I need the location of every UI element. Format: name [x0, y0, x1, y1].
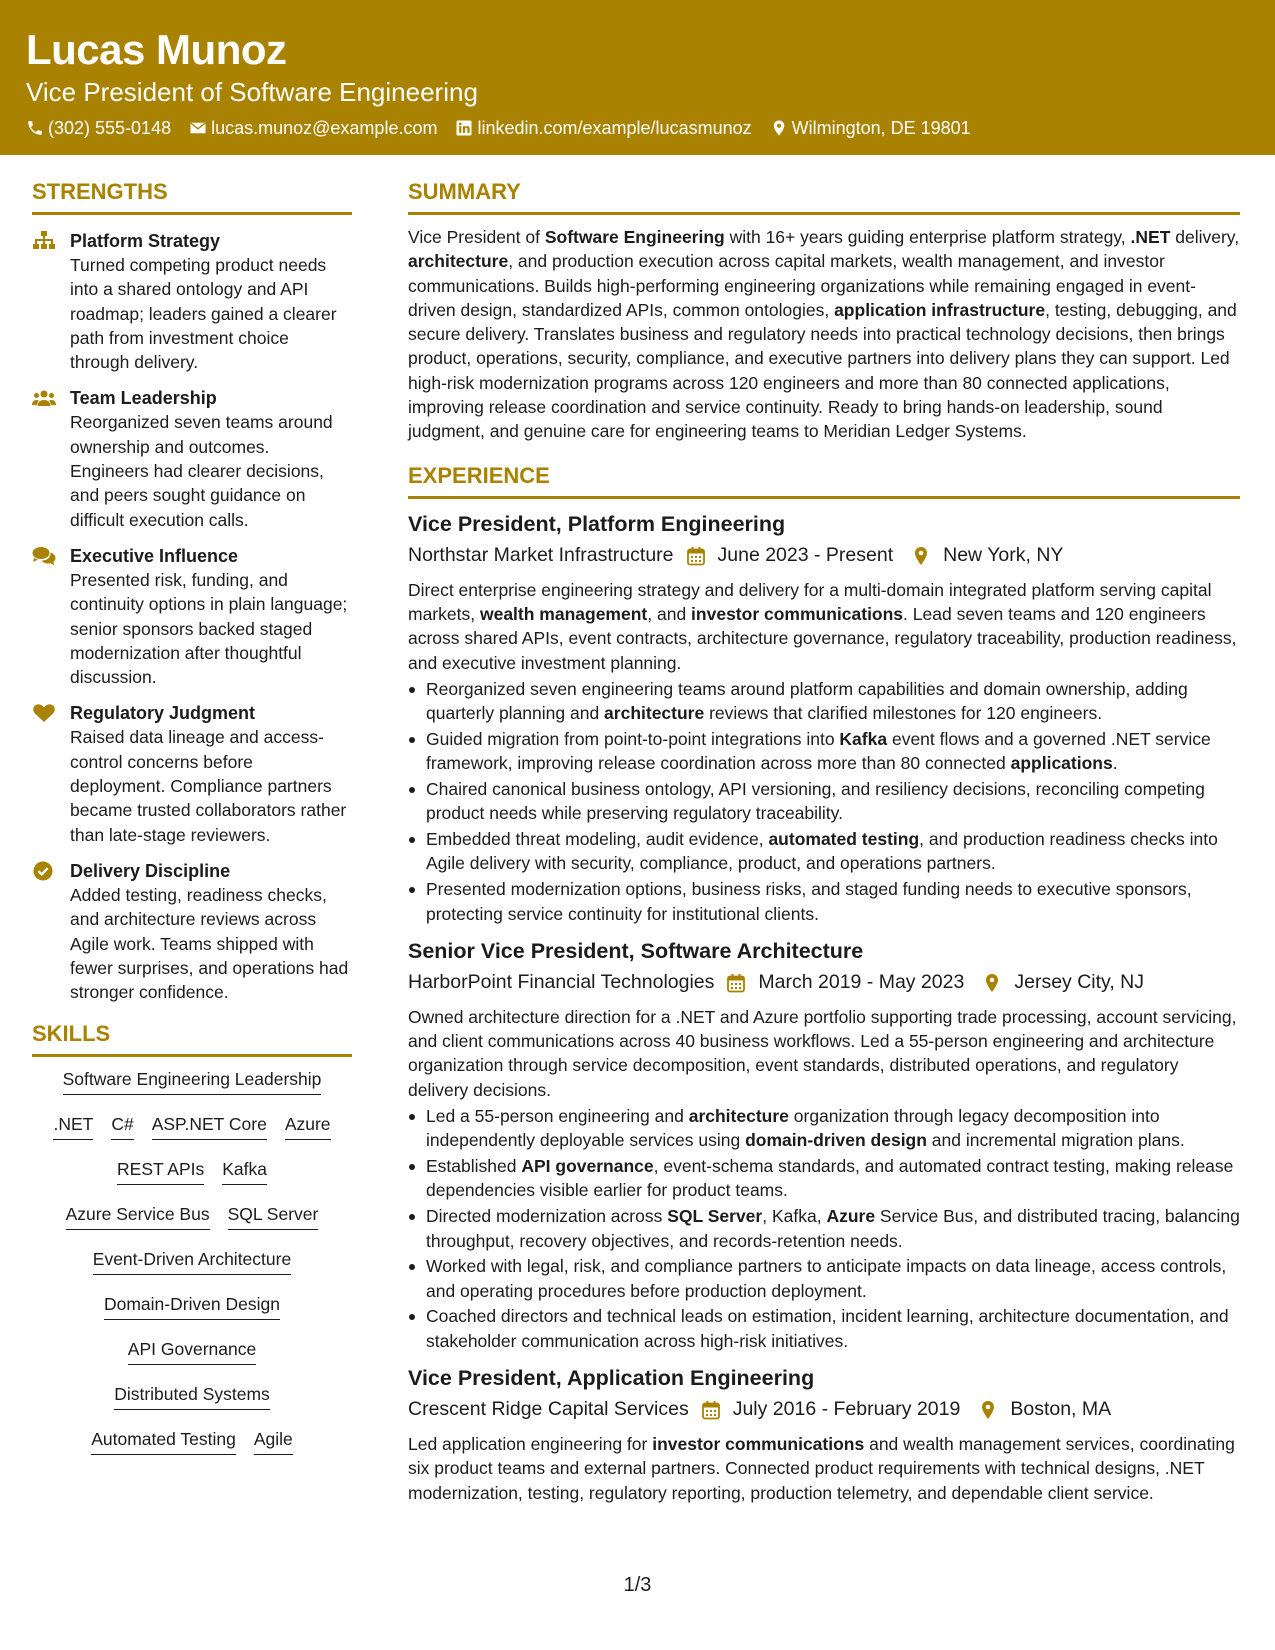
strengths-heading: STRENGTHS [32, 178, 352, 215]
contact-phone[interactable] [26, 116, 171, 140]
skill-row [32, 1112, 352, 1157]
job-description-text: Owned architecture direction for a .NET and Azure portfolio supporting trade processing, account servicing, and client communications across 40 business workflows. Led a 55-person engineering and architecture organization through service decomposition, event standards, distributed operations, and regulatory delivery decisions. [408, 1006, 1237, 1100]
calendar-icon [686, 545, 706, 565]
summary-bold-text: Software Engineering [544, 227, 725, 247]
job-company: Northstar Market Infrastructure [408, 543, 674, 566]
resume-header [0, 0, 1275, 155]
left-column [32, 178, 352, 1472]
list-item [408, 877, 1240, 926]
contact-linkedin[interactable] [455, 116, 751, 140]
skill-tag: .NET [53, 1112, 93, 1140]
job-dates: July 2016 - February 2019 [732, 1397, 961, 1420]
skill-row [32, 1067, 352, 1112]
job-dates: June 2023 - Present [717, 543, 894, 566]
job-entry [408, 1363, 1240, 1505]
experience-list [408, 509, 1240, 1505]
job-description-text: Led application engineering for [408, 1433, 653, 1454]
bullet-text: organization through legacy decomposition into independently deployable services using [426, 1106, 1160, 1151]
skill-tag: Automated Testing [91, 1427, 236, 1455]
bullet-text: Worked with legal, risk, and compliance partners to anticipate impacts on data lineage, access controls, and operating procedures before production deployment. [426, 1256, 1227, 1301]
job-description [408, 1432, 1240, 1505]
job-bullets [408, 677, 1240, 926]
job-dates: March 2019 - May 2023 [758, 970, 965, 993]
strength-text: Presented risk, funding, and continuity options in plain language; senior sponsors backed staged modernization after thoughtful discussion. [70, 569, 348, 688]
contact-bar [26, 116, 989, 140]
summary-text: , and production execution across capital markets, wealth management, and investor communications. Builds high-performing engineering organizations while remaining engaged in event-driven design, standardized APIs, common ontologies, [408, 251, 1196, 320]
users-icon [32, 388, 56, 410]
bullet-bold-text: applications [1010, 753, 1113, 774]
job-description [408, 578, 1240, 675]
summary-bold-text: application infrastructure [834, 299, 1046, 320]
job-description-text: and wealth management services, coordinating six product teams and external partners. Connected product requirements with technical designs, .NET modernization, testing, regulatory reporting, production telemetry, and dependable client service. [408, 1433, 1235, 1503]
job-description-bold-text: investor communications [691, 603, 904, 624]
location-text: Wilmington, DE 19801 [791, 118, 971, 138]
list-item [408, 1154, 1240, 1203]
skill-row [32, 1157, 352, 1202]
experience-heading: EXPERIENCE [408, 462, 1240, 499]
right-column [408, 178, 1240, 1505]
job-description-bold-text: investor communications [652, 1433, 865, 1454]
candidate-title: Vice President of Software Engineering [26, 77, 478, 107]
strength-title: Executive Influence [70, 545, 239, 566]
envelope-icon [189, 119, 207, 137]
bullet-text: Presented modernization options, business risks, and staged funding needs to executive sponsors, protecting service continuity for institutional clients. [426, 879, 1192, 924]
summary-text: , testing, debugging, and secure delivery. Translates business and regulatory needs into practical technology decisions, then brings product, operations, security, compliance, and executive partners into delivery plans they can support. Led high-risk modernization programs across 120 engineers and more than 80 connected applications, improving release coordination and service continuity. Ready to bring hands-on leadership, sound judgment, and genuine care for engineering teams to Meridian Ledger Systems. [408, 299, 1237, 442]
candidate-name: Lucas Munoz [26, 26, 287, 73]
map-pin-icon [978, 1399, 998, 1419]
bullet-text: Led a 55-person engineering and [426, 1106, 689, 1127]
summary-text: delivery, [1170, 227, 1240, 247]
summary-text: with 16+ years guiding enterprise platform strategy, [724, 227, 1131, 247]
skill-tag: REST APIs [117, 1157, 204, 1185]
job-role: Vice President, Platform Engineering [408, 511, 786, 536]
bullet-text: Reorganized seven engineering teams around platform capabilities and domain ownership, adding quarterly planning and [426, 678, 1188, 724]
job-entry [408, 509, 1240, 926]
calendar-icon [701, 1399, 721, 1419]
bullet-text: Chaired canonical business ontology, API versioning, and resiliency decisions, reconciling competing product needs while preserving regulatory traceability. [426, 779, 1205, 824]
strength-text: Turned competing product needs into a shared ontology and API roadmap; leaders gained a clearer path from investment choice through delivery. [70, 255, 337, 373]
bullet-text: , Kafka, [762, 1206, 827, 1227]
linkedin-text: linkedin.com/example/lucasmunoz [477, 118, 752, 138]
bullet-text: Embedded threat modeling, audit evidence, [426, 829, 769, 850]
check-circle-icon [32, 861, 56, 883]
skill-row [32, 1337, 352, 1382]
strength-item [32, 229, 352, 374]
list-item [408, 1104, 1240, 1153]
job-meta [408, 1394, 1240, 1424]
job-description-bold-text: wealth management [479, 603, 648, 624]
bullet-text: reviews that clarified milestones for 120 engineers. [704, 703, 1103, 724]
skills-list [32, 1067, 352, 1472]
map-pin-icon [770, 119, 788, 137]
skill-row [32, 1247, 352, 1292]
job-meta [408, 967, 1240, 997]
heart-icon [32, 703, 56, 725]
bullet-text: . [1112, 753, 1118, 774]
sitemap-icon [32, 231, 56, 253]
strength-item [32, 544, 352, 689]
page-number: 1/3 [623, 1574, 652, 1596]
skills-heading: SKILLS [32, 1020, 352, 1057]
skill-tag: Kafka [222, 1157, 267, 1185]
bullet-text: Coached directors and technical leads on estimation, incident learning, architecture documentation, and stakeholder communication across high-risk initiatives. [426, 1306, 1229, 1351]
job-location: New York, NY [943, 543, 1064, 566]
job-description-text: Direct enterprise engineering strategy and delivery for a multi-domain integrated platform serving capital markets, [408, 579, 1212, 624]
bullet-text: , and production readiness checks into Agile delivery with security, compliance, product, and operations partners. [426, 829, 1218, 874]
strength-title: Team Leadership [70, 388, 217, 409]
list-item [408, 677, 1240, 726]
strength-item [32, 701, 352, 846]
list-item [408, 1254, 1240, 1303]
job-description-text: . Lead seven teams and 120 engineers across shared APIs, event contracts, architecture governance, regulatory traceability, production readiness, and executive investment planning. [408, 603, 1237, 673]
skill-tag: C# [111, 1112, 133, 1140]
email-text: lucas.munoz@example.com [211, 118, 438, 138]
skill-tag: ASP.NET Core [152, 1112, 267, 1140]
strength-title: Regulatory Judgment [70, 703, 256, 724]
list-item [408, 1204, 1240, 1253]
strength-text: Reorganized seven teams around ownership and outcomes. Engineers had clearer decisions, and peers sought guidance on difficult execution calls. [70, 412, 333, 530]
skill-tag: Domain-Driven Design [104, 1292, 280, 1320]
skill-tag: Agile [254, 1427, 293, 1455]
bullet-text: event flows and a governed .NET service framework, improving release coordination across more than 80 connected [426, 728, 1211, 774]
bullet-bold-text: Azure [826, 1206, 876, 1227]
strength-title: Delivery Discipline [70, 860, 231, 881]
skill-row [32, 1292, 352, 1337]
summary-bold-text: .NET [1130, 227, 1171, 247]
job-entry [408, 936, 1240, 1353]
job-description [408, 1005, 1240, 1102]
job-location: Jersey City, NJ [1014, 970, 1145, 993]
bullet-bold-text: architecture [604, 703, 705, 724]
linkedin-icon [455, 119, 473, 137]
list-item [408, 1304, 1240, 1353]
phone-text: (302) 555-0148 [48, 118, 172, 138]
strength-text: Added testing, readiness checks, and architecture reviews across Agile work. Teams shipped with fewer surprises, and operations had stronger confidence. [70, 884, 349, 1003]
skill-tag: SQL Server [228, 1202, 319, 1230]
bullet-text: Established [426, 1156, 522, 1177]
job-company: Crescent Ridge Capital Services [408, 1397, 689, 1420]
list-item [408, 827, 1240, 876]
job-role: Vice President, Application Engineering [408, 1365, 815, 1390]
summary-text: Vice President of [408, 227, 545, 247]
skill-tag: API Governance [128, 1337, 256, 1365]
summary-heading: SUMMARY [408, 178, 1240, 215]
bullet-bold-text: SQL Server [667, 1206, 763, 1227]
skill-tag: Azure [285, 1112, 331, 1140]
bullet-bold-text: Kafka [839, 728, 888, 749]
job-bullets [408, 1104, 1240, 1353]
contact-location [770, 116, 971, 140]
list-item [408, 777, 1240, 826]
job-location: Boston, MA [1010, 1397, 1112, 1420]
calendar-icon [726, 972, 746, 992]
phone-icon [26, 119, 44, 137]
map-pin-icon [982, 972, 1002, 992]
bullet-text: Service Bus, and distributed tracing, balancing throughput, recovery objectives, and records-retention needs. [426, 1206, 1240, 1251]
strength-item [32, 859, 352, 1004]
strengths-list [32, 229, 352, 1004]
summary-text [408, 225, 1240, 444]
summary-bold-text: architecture [408, 251, 509, 272]
job-role: Senior Vice President, Software Architecture [408, 938, 864, 963]
bullet-bold-text: architecture [688, 1106, 789, 1127]
skill-tag: Event-Driven Architecture [93, 1247, 291, 1275]
bullet-text: , event-schema standards, and automated contract testing, making release dependencies visible earlier for product teams. [426, 1156, 1234, 1201]
contact-email[interactable] [189, 116, 437, 140]
skill-tag: Distributed Systems [114, 1382, 270, 1410]
strength-item [32, 386, 352, 531]
map-pin-icon [911, 545, 931, 565]
skill-row [32, 1427, 352, 1472]
list-item [408, 727, 1240, 776]
bullet-bold-text: domain-driven design [745, 1130, 927, 1151]
skill-tag: Azure Service Bus [66, 1202, 210, 1230]
bullet-text: Directed modernization across [426, 1206, 668, 1227]
strength-text: Raised data lineage and access-control concerns before deployment. Compliance partners became trusted collaborators rather than late-stage reviewers. [70, 727, 347, 845]
strength-title: Platform Strategy [70, 231, 221, 251]
skill-row [32, 1202, 352, 1247]
bullet-bold-text: automated testing [768, 829, 920, 850]
bullet-text: Guided migration from point-to-point integrations into [426, 728, 840, 749]
job-meta [408, 540, 1240, 570]
job-company: HarborPoint Financial Technologies [408, 970, 715, 993]
comments-icon [32, 546, 56, 568]
bullet-text: and incremental migration plans. [926, 1130, 1185, 1151]
job-description-text: , and [647, 603, 692, 624]
skill-tag: Software Engineering Leadership [63, 1067, 322, 1095]
bullet-bold-text: API governance [521, 1156, 654, 1177]
skill-row [32, 1382, 352, 1427]
